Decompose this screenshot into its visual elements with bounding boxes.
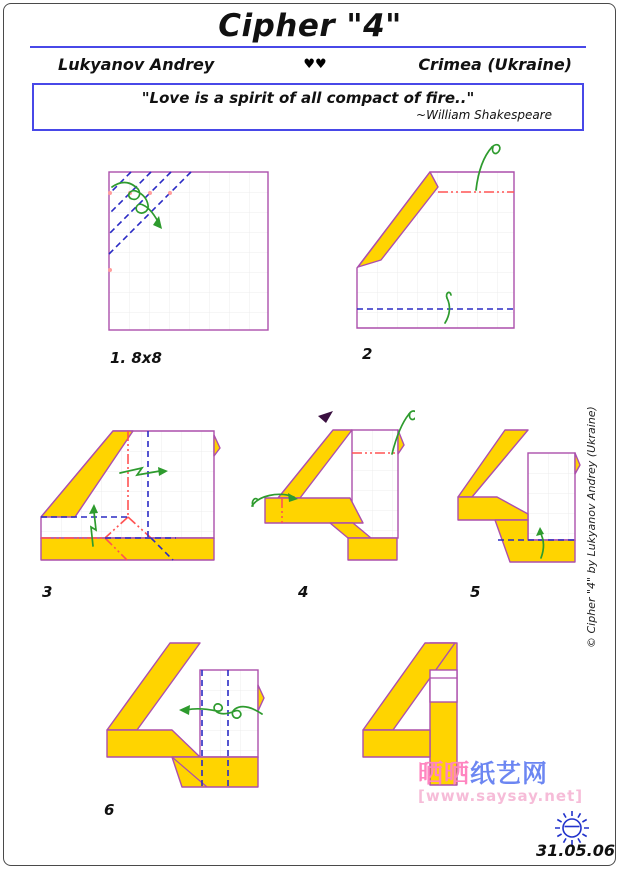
hearts-icon: ♥♥ xyxy=(303,57,327,72)
author-row xyxy=(30,55,586,74)
step-4-diagram xyxy=(250,402,415,577)
step-2-label: 2 xyxy=(362,345,373,363)
author-location: Crimea (Ukraine) xyxy=(418,55,572,74)
corner-flap xyxy=(214,435,220,456)
quote-attribution: ~William Shakespeare xyxy=(416,108,552,122)
watermark xyxy=(418,760,588,805)
step-3-label: 3 xyxy=(42,583,53,601)
step-1-diagram xyxy=(98,163,278,338)
bottom-strip xyxy=(41,538,214,560)
step-4-label: 4 xyxy=(298,583,309,601)
bottom-strip xyxy=(348,538,397,560)
step-6-diagram xyxy=(95,635,270,800)
watermark-site-name xyxy=(418,760,588,787)
step-3-diagram xyxy=(32,420,227,575)
horizontal-bar xyxy=(363,730,430,757)
vertical-strip xyxy=(528,453,575,540)
corner-flap xyxy=(575,453,580,474)
sun-icon xyxy=(550,806,594,846)
header-rule xyxy=(30,46,586,48)
page-title: Cipher "4" xyxy=(218,8,402,44)
white-window xyxy=(430,670,457,702)
watermark-site-name-blue: 纸艺网 xyxy=(470,759,549,788)
step-6-label: 6 xyxy=(104,801,115,819)
bottom-strip xyxy=(172,757,258,787)
diagonal-band xyxy=(107,643,200,730)
watermark-site-url: [www.saysay.net] xyxy=(418,787,584,805)
diagonal-band xyxy=(278,430,352,498)
step-1-label: 1. 8x8 xyxy=(110,349,162,367)
paper-square xyxy=(109,172,268,330)
author-name: Lukyanov Andrey xyxy=(58,55,215,74)
step-2-diagram xyxy=(345,140,525,365)
step-5-diagram xyxy=(448,420,588,575)
quote-text: "Love is a spirit of all compact of fire.." xyxy=(141,89,475,107)
step-5-label: 5 xyxy=(470,583,481,601)
diagonal-band xyxy=(458,430,528,497)
horizontal-bar xyxy=(265,498,363,523)
quote-box xyxy=(32,83,584,131)
corner-flap xyxy=(258,685,264,711)
copyright-vertical: © Cipher "4" by Lukyanov Andrey (Ukraine) xyxy=(585,406,598,648)
watermark-site-name-pink: 晒晒 xyxy=(418,759,471,788)
date: 31.05.06 xyxy=(536,841,615,860)
horizontal-bar xyxy=(458,497,528,520)
push-arrow-icon xyxy=(318,411,333,423)
horizontal-bar xyxy=(107,730,200,757)
